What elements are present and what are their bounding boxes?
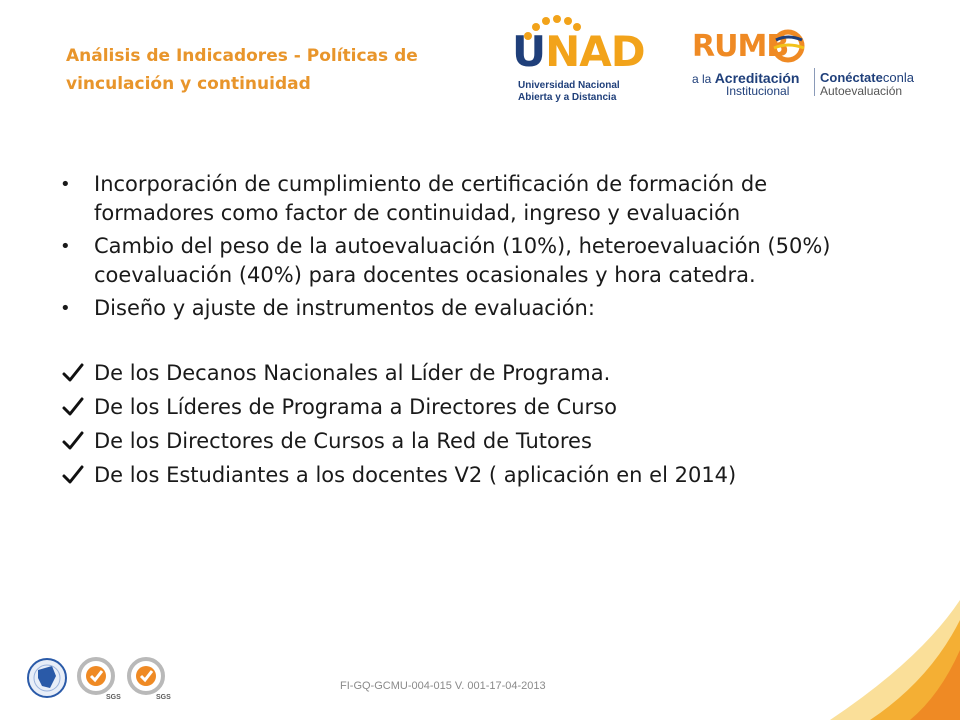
rumbo-logo [686,26,936,106]
unad-line-2: Abierta y a Distancia [518,92,617,103]
corner-swoosh-decoration [790,600,960,720]
sgs-label: SGS [156,694,171,701]
bullet-item: • Cambio del peso de la autoevaluación (10%), heteroevaluación (50%) coevaluación (40%) para docentes ocasionales y hora catedra. [60,234,831,287]
check-item: De los Decanos Nacionales al Líder de Programa. [56,359,856,388]
unad-logo [512,14,647,109]
certification-seals [26,656,176,706]
checkmark-icon [58,464,88,486]
bullet-item: • Incorporación de cumplimiento de certificación de formación de formadores como factor de continuidad, ingreso y evaluación [60,172,768,225]
bullet-item: • Diseño y ajuste de instrumentos de evaluación: [56,294,856,323]
rumbo-right-line-2: Autoevaluación [820,84,903,98]
rumbo-divider [814,68,815,96]
sgs-label: SGS [106,694,121,701]
rumbo-wordmark: RUMB [692,29,789,64]
footer-code: FI-GQ-GCMU-004-015 V. 001-17-04-2013 [340,680,546,692]
rumbo-line-1: a la Acreditación [692,70,800,86]
check-item: De los Líderes de Programa a Directores de Curso [56,393,856,422]
slide-title: Análisis de Indicadores - Políticas de vinculación y continuidad [66,46,418,94]
slide-content [56,170,856,495]
rumbo-globe-icon [770,26,810,66]
checkmark-icon [58,430,88,452]
rumbo-right-line-1: Conéctateconla [820,70,914,85]
checkmark-icon [58,362,88,384]
unad-wordmark: UNAD [512,27,645,76]
check-item: De los Directores de Cursos a la Red de Tutores [56,427,856,456]
unad-line-1: Universidad Nacional [518,80,620,91]
bullet-dot-icon: • [60,298,71,319]
check-item: De los Estudiantes a los docentes V2 ( aplicación en el 2014) [56,461,856,490]
bullet-dot-icon: • [60,174,71,195]
rumbo-line-2: Institucional [726,84,790,98]
bullet-dot-icon: • [60,236,71,257]
colombia-seal-icon [26,656,68,702]
checkmark-icon [58,396,88,418]
